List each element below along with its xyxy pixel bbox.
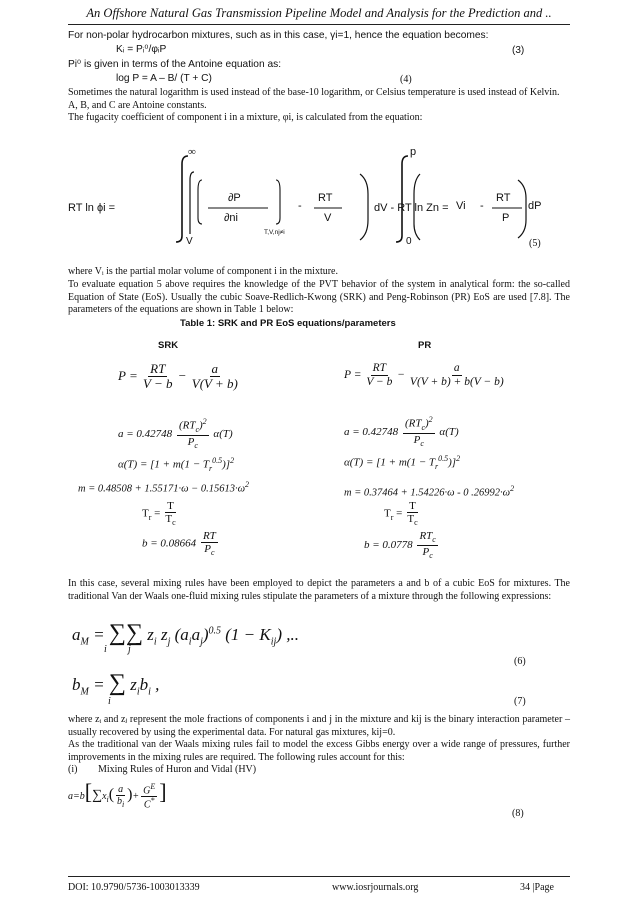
srk-equations [78, 354, 318, 564]
paren-close-1 [360, 174, 368, 240]
eq5-vi: Vi [456, 200, 466, 212]
footer-site: www.iosrjournals.org [332, 882, 419, 893]
equation-3-number: (3) [512, 45, 525, 56]
eq5-v: V [324, 212, 332, 224]
eq5-upper-limit: ∞ [188, 146, 196, 158]
brace-right [276, 180, 280, 224]
eq5-lhs: RT ln ϕi = [68, 202, 116, 214]
paragraph-7: In this case, several mixing rules have been employed to depict the parameters a and b of a cubic EoS for mixtures. The traditional Van der Waals one-fluid mixing rules stipulate the parameters of a mixture through the following expressions: [68, 578, 570, 602]
pr-tr-eq: $T_r$ = $\frac{T}{T_c}$ [384, 500, 418, 528]
table-1-title: Table 1: SRK and PR EoS equations/parameters [180, 318, 396, 329]
header-rule [68, 24, 570, 25]
pr-equations [344, 354, 584, 564]
pr-b-eq: b = 0.0778 $\frac{RT_c}{P_c}$ [364, 530, 436, 561]
equation-6: $a_M$ = ∑∑ $z_i$ $z_j$ $(a_ia_j)^{0.5}$ $(1 - K_{ij})$ ,.. [72, 620, 299, 648]
pr-m-eq: m = 0.37464 + 1.54226·ω - 0 $.26992\cdot\omega^2$ [344, 484, 515, 499]
equation-7: $b_M$ = ∑ $z_ib_i$ , [72, 670, 160, 698]
footer-rule [68, 876, 570, 877]
paragraph-2: Pi⁰ is given in terms of the Antoine equation as: [68, 59, 282, 70]
equation-5 [68, 124, 568, 250]
paragraph-3: Sometimes the natural logarithm is used instead of the base-10 logarithm, or Celsius temperature is used instead of Kelvin. A, B, and C are Antoine constants. [68, 87, 560, 111]
footer-doi: DOI: 10.9790/5736-1003013339 [68, 882, 200, 893]
eq5-upper-p: p [410, 146, 417, 158]
paragraph-8: where zᵢ and zⱼ represent the mole fractions of components i and j in the mixture and kij is the binary interaction parameter – usually recovered by using the experimental data. For natural gas mixtures, kij=0. [68, 714, 570, 738]
footer-page: 34 |Page [520, 882, 554, 893]
integral-sign-2 [396, 156, 408, 242]
eq5-dni: ∂ni [224, 212, 238, 224]
pr-alpha-eq: $\alpha(T) = [1 + m(1 - T_r^{0.5})]^2$ [344, 454, 461, 471]
bracket-open-1 [190, 172, 194, 234]
equation-5-number: (5) [529, 238, 541, 249]
equation-4: log P = A – B/ (T + C) [116, 73, 212, 84]
srk-tr-eq: $T_r$ = $\frac{T}{T_c}$ [142, 500, 176, 528]
eq5-minus-1: - [298, 200, 302, 212]
pr-label: PR [418, 340, 432, 351]
eq5-rt2: RT [496, 192, 511, 204]
paragraph-9: As the traditional van der Waals mixing rules fail to model the excess Gibbs energy over a wide range of pressures, further improvements in the mixing rules are required. The following rules account for this: [68, 739, 570, 763]
paragraph-1: For non-polar hydrocarbon mixtures, such as in this case, γi=1, hence the equation becomes: [68, 30, 489, 41]
eq5-lower-limit: V [186, 236, 193, 247]
equation-3: Kᵢ = Pᵢ⁰/φᵢP [116, 44, 167, 55]
brace-left [198, 180, 202, 224]
equation-8-number: (8) [512, 808, 524, 819]
list-item-i-marker: (i) [68, 764, 78, 775]
running-header: An Offshore Natural Gas Transmission Pipeline Model and Analysis for the Prediction and .. [86, 6, 552, 20]
eq5-dp: ∂P [228, 192, 241, 204]
srk-m-eq: $m = 0.48508 + 1.55171\cdot\omega - 0.15613\cdot\omega^2$ [78, 480, 250, 495]
equation-6-number: (6) [514, 656, 526, 667]
eq5-p: P [502, 212, 510, 224]
pr-pressure-eq: P = $\frac{RT}{V - b}$ − $\frac{a}{V(V + b) + b(V - b)}$ [344, 362, 504, 388]
eq5-minus-2: - [480, 200, 484, 212]
srk-a-eq: a = 0.42748 $\frac{(RT_c)^2}{P_c}$ α(T) [118, 417, 233, 450]
paragraph-6: To evaluate equation 5 above requires the knowledge of the PVT behavior of the system in analytical form: the so-called Equation of State (EoS). Usually the cubic Soave-Redlich-Kwong (SRK) and Peng-Robinson (PR) EoS are used [7.8]. The parameters of the equations are shown in Table 1 below: [68, 279, 570, 315]
eq5-subscript: T,V,nj≠i [264, 229, 285, 236]
pr-a-eq: a = 0.42748 $\frac{(RT_c)^2}{P_c}$ α(T) [344, 415, 459, 448]
eq5-rt: RT [318, 192, 333, 204]
paragraph-5: where Vᵢ is the partial molar volume of component i in the mixture. [68, 266, 338, 277]
eq5-lower-0: 0 [406, 236, 412, 247]
equation-8: $a=b[\sum x_i$( $\frac{a}{b_i}$ )+ $\frac{G^E}{C^*}$ ] [68, 779, 167, 811]
srk-alpha-eq: $\alpha(T) = [1 + m(1 - T_r^{0.5})]^2$ [118, 456, 235, 473]
equation-7-number: (7) [514, 696, 526, 707]
srk-b-eq: b = 0.08664 $\frac{RT}{P_c}$ [142, 530, 216, 558]
equation-4-number: (4) [400, 74, 412, 85]
srk-pressure-eq: P = $\frac{RT}{V - b}$ − $\frac{a}{V(V + b)}$ [118, 361, 238, 392]
paren-close-2 [518, 180, 526, 238]
eq5-middle: dV - RT ln Zn = [374, 202, 449, 214]
srk-label: SRK [158, 340, 179, 351]
equation-5-graphic [68, 124, 568, 250]
paragraph-4: The fugacity coefficient of component i in a mixture, φi, is calculated from the equation: [68, 112, 423, 123]
eq5-dp-end: dP [528, 200, 542, 212]
integral-sign-1 [176, 156, 188, 242]
list-item-i-text: Mixing Rules of Huron and Vidal (HV) [98, 764, 257, 775]
